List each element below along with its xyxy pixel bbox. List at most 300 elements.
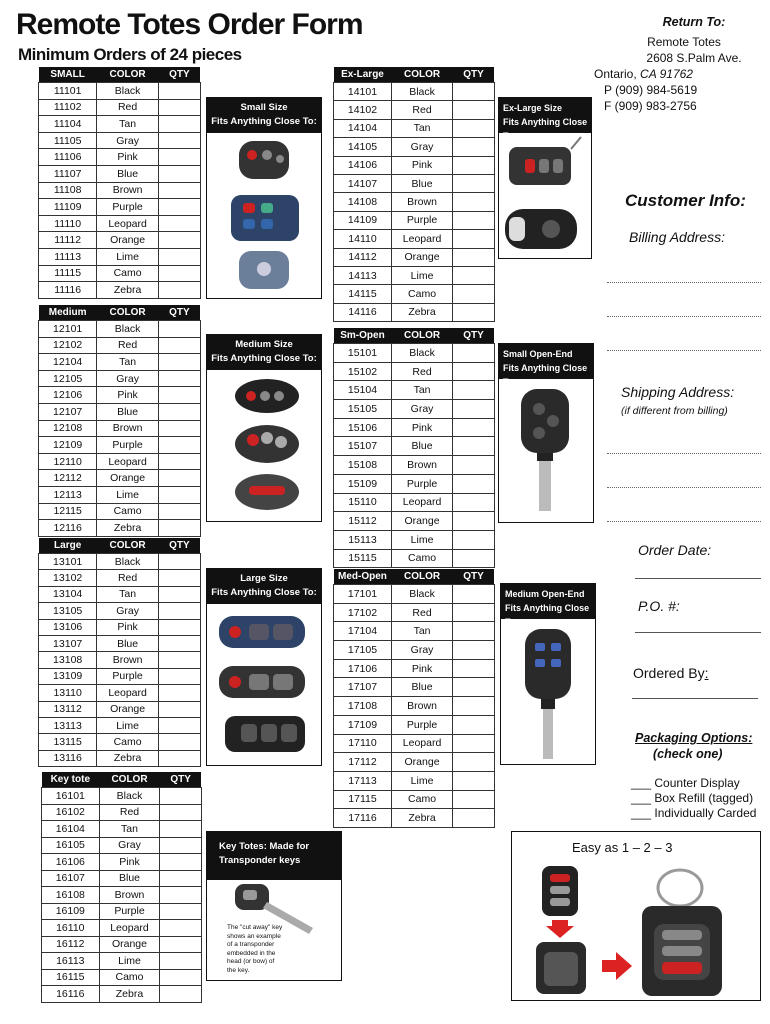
easy-label: Easy as 1 – 2 – 3: [572, 840, 673, 855]
table-row: [334, 211, 495, 229]
qty-input[interactable]: [160, 936, 202, 953]
qty-input[interactable]: [158, 635, 200, 651]
item-code: 14110: [334, 230, 392, 248]
xl-table: [333, 67, 495, 322]
qty-input[interactable]: [158, 685, 200, 701]
qty-input[interactable]: [160, 903, 202, 920]
table-row: [39, 354, 201, 371]
qty-input[interactable]: [158, 420, 200, 437]
item-color: Tan: [97, 116, 159, 133]
medium-header-color: COLOR: [97, 305, 159, 321]
qty-input[interactable]: [453, 211, 495, 229]
qty-input[interactable]: [158, 554, 200, 570]
table-row: [42, 788, 202, 805]
table-row: [42, 920, 202, 937]
item-code: 14116: [334, 303, 392, 321]
item-color: Gray: [97, 603, 159, 619]
item-code: 16105: [42, 837, 100, 854]
table-row: [334, 248, 495, 266]
table-row: [334, 344, 495, 363]
qty-input[interactable]: [453, 362, 495, 381]
large-remote-3-icon: [225, 716, 305, 752]
item-code: 16101: [42, 788, 100, 805]
qty-input[interactable]: [453, 285, 495, 303]
qty-input[interactable]: [453, 678, 495, 697]
table-row: [39, 470, 201, 487]
item-color: Purple: [97, 199, 159, 216]
table-row: [334, 418, 495, 437]
qty-input[interactable]: [160, 804, 202, 821]
item-code: 13106: [39, 619, 97, 635]
return-to-label: Return To:: [662, 15, 726, 29]
qty-input[interactable]: [453, 790, 495, 809]
ordered-by-colon: :: [704, 665, 709, 681]
item-color: Tan: [391, 119, 452, 137]
qty-input[interactable]: [160, 821, 202, 838]
table-row: [334, 266, 495, 284]
table-row: [39, 149, 201, 166]
qty-input[interactable]: [160, 920, 202, 937]
qty-input[interactable]: [453, 659, 495, 678]
item-code: 11112: [39, 232, 97, 249]
item-code: 14113: [334, 266, 392, 284]
item-code: 15110: [334, 493, 392, 512]
item-color: Gray: [391, 400, 452, 419]
medium-header-qty: QTY: [158, 305, 200, 321]
item-color: Gray: [391, 138, 452, 156]
small-open-table: [333, 328, 495, 568]
item-color: Lime: [391, 266, 452, 284]
table-row: [334, 156, 495, 174]
item-code: 13113: [39, 717, 97, 733]
ordered-by-label: [633, 665, 708, 681]
qty-input[interactable]: [158, 99, 200, 116]
table-row: [39, 586, 201, 602]
qty-input[interactable]: [158, 248, 200, 265]
table-row: [39, 717, 201, 733]
table-row: [334, 734, 495, 753]
checkbox-blank-3[interactable]: ___: [631, 806, 652, 820]
qty-input[interactable]: [453, 248, 495, 266]
qty-input[interactable]: [453, 622, 495, 641]
table-row: [334, 400, 495, 419]
item-color: Pink: [391, 659, 452, 678]
large-remote-2-icon: [219, 666, 305, 698]
item-color: Zebra: [99, 986, 160, 1003]
item-color: Gray: [97, 132, 159, 149]
small-header-code: SMALL: [39, 67, 97, 83]
smopen-header-color: COLOR: [391, 328, 452, 344]
table-row: [334, 697, 495, 716]
return-street: 2608 S.Palm Ave.: [646, 51, 742, 65]
item-code: 14115: [334, 285, 392, 303]
table-row: [39, 503, 201, 520]
item-color: Purple: [391, 715, 452, 734]
keytote-header-qty: QTY: [160, 772, 202, 788]
large-header-code: Large: [39, 538, 97, 554]
qty-input[interactable]: [158, 668, 200, 684]
item-color: Orange: [97, 701, 159, 717]
qty-input[interactable]: [453, 771, 495, 790]
medopen-header-qty: QTY: [453, 569, 495, 585]
table-row: [39, 734, 201, 750]
qty-input[interactable]: [453, 809, 495, 828]
qty-input[interactable]: [453, 138, 495, 156]
qty-input[interactable]: [158, 182, 200, 199]
xl-size-panel: [498, 97, 592, 259]
billing-line-1[interactable]: [607, 282, 761, 283]
table-row: [39, 370, 201, 387]
qty-input[interactable]: [160, 887, 202, 904]
qty-input[interactable]: [158, 717, 200, 733]
item-color: Brown: [391, 456, 452, 475]
qty-input[interactable]: [158, 149, 200, 166]
item-code: 11107: [39, 165, 97, 182]
item-color: Gray: [99, 837, 160, 854]
item-color: Camo: [391, 549, 452, 568]
option-label-box: Box Refill (tagged): [654, 791, 754, 805]
qty-input[interactable]: [453, 585, 495, 604]
item-code: 11110: [39, 215, 97, 232]
packaging-option-individual[interactable]: [631, 806, 756, 821]
packaging-sub: (check one): [653, 747, 723, 761]
qty-input[interactable]: [158, 619, 200, 635]
ordered-by-line[interactable]: [632, 698, 758, 699]
table-row: [39, 486, 201, 503]
item-code: 14105: [334, 138, 392, 156]
customer-info-heading: Customer Info:: [625, 191, 746, 210]
item-color: Blue: [97, 165, 159, 182]
large-size-title: Large Size: [240, 573, 288, 584]
small-size-panel: [206, 97, 322, 299]
item-color: Pink: [97, 149, 159, 166]
qty-input[interactable]: [453, 456, 495, 475]
qty-input[interactable]: [453, 266, 495, 284]
ordered-by-text: Ordered By: [633, 665, 705, 681]
table-row: [42, 887, 202, 904]
qty-input[interactable]: [158, 232, 200, 249]
item-code: 12107: [39, 403, 97, 420]
qty-input[interactable]: [453, 193, 495, 211]
billing-line-2[interactable]: [607, 316, 761, 317]
qty-input[interactable]: [158, 437, 200, 454]
item-code: 17112: [334, 753, 392, 772]
xl-remote-2-icon: [505, 209, 577, 249]
qty-input[interactable]: [453, 437, 495, 456]
easy-steps-illustration: [512, 860, 760, 998]
item-color: Leopard: [97, 453, 159, 470]
qty-input[interactable]: [453, 156, 495, 174]
qty-input[interactable]: [160, 788, 202, 805]
medium-size-panel: [206, 334, 322, 522]
qty-input[interactable]: [160, 870, 202, 887]
table-row: [334, 549, 495, 568]
qty-input[interactable]: [160, 969, 202, 986]
table-row: [42, 837, 202, 854]
item-color: Leopard: [99, 920, 160, 937]
item-code: 15106: [334, 418, 392, 437]
item-color: Pink: [391, 156, 452, 174]
qty-input[interactable]: [158, 321, 200, 338]
qty-input[interactable]: [453, 697, 495, 716]
small-header-color: COLOR: [97, 67, 159, 83]
table-row: [334, 101, 495, 119]
item-code: 11116: [39, 282, 97, 299]
medium-open-sub: Fits Anything Close To:: [505, 603, 590, 627]
xl-remote-images: [499, 133, 591, 259]
qty-input[interactable]: [158, 215, 200, 232]
item-code: 16112: [42, 936, 100, 953]
item-code: 11108: [39, 182, 97, 199]
table-row: [39, 701, 201, 717]
item-color: Leopard: [391, 734, 452, 753]
qty-input[interactable]: [158, 403, 200, 420]
item-color: Camo: [99, 969, 160, 986]
shipping-line-2[interactable]: [607, 487, 761, 488]
item-color: Orange: [97, 232, 159, 249]
return-to-block: [594, 14, 764, 114]
item-color: Purple: [99, 903, 160, 920]
medium-open-key-icon: [501, 619, 595, 765]
item-code: 12101: [39, 321, 97, 338]
table-row: [42, 804, 202, 821]
table-row: [334, 285, 495, 303]
qty-input[interactable]: [158, 199, 200, 216]
item-code: 12108: [39, 420, 97, 437]
item-code: 14109: [334, 211, 392, 229]
table-row: [42, 953, 202, 970]
item-color: Black: [391, 83, 452, 101]
table-row: [39, 387, 201, 404]
smopen-header-code: Sm-Open: [334, 328, 392, 344]
order-date-line[interactable]: [635, 578, 761, 579]
qty-input[interactable]: [158, 453, 200, 470]
item-code: 16108: [42, 887, 100, 904]
billing-line-3[interactable]: [607, 350, 761, 351]
item-code: 13101: [39, 554, 97, 570]
qty-input[interactable]: [158, 652, 200, 668]
item-code: 15112: [334, 512, 392, 531]
return-phone: P (909) 984-5619: [604, 83, 698, 97]
qty-input[interactable]: [453, 641, 495, 660]
qty-input[interactable]: [158, 570, 200, 586]
table-row: [42, 969, 202, 986]
qty-input[interactable]: [158, 701, 200, 717]
item-code: 13112: [39, 701, 97, 717]
item-color: Camo: [97, 503, 159, 520]
medopen-header-color: COLOR: [391, 569, 452, 585]
item-color: Lime: [97, 717, 159, 733]
item-code: 17109: [334, 715, 392, 734]
checkbox-blank-2[interactable]: ___: [631, 791, 652, 805]
qty-input[interactable]: [453, 734, 495, 753]
item-code: 13116: [39, 750, 97, 766]
table-row: [39, 403, 201, 420]
item-color: Pink: [99, 854, 160, 871]
qty-input[interactable]: [158, 586, 200, 602]
table-row: [39, 132, 201, 149]
qty-input[interactable]: [158, 83, 200, 100]
qty-input[interactable]: [160, 986, 202, 1003]
qty-input[interactable]: [158, 265, 200, 282]
item-color: Camo: [97, 265, 159, 282]
table-row: [42, 854, 202, 871]
qty-input[interactable]: [453, 493, 495, 512]
table-row: [39, 215, 201, 232]
small-remote-2-icon: [231, 195, 299, 241]
item-color: Blue: [97, 635, 159, 651]
qty-input[interactable]: [158, 470, 200, 487]
po-line[interactable]: [635, 632, 761, 633]
medium-remote-images: [207, 370, 321, 522]
table-row: [334, 303, 495, 321]
return-fax: F (909) 983-2756: [604, 99, 697, 113]
qty-input[interactable]: [158, 486, 200, 503]
table-row: [39, 603, 201, 619]
item-code: 12112: [39, 470, 97, 487]
item-color: Red: [391, 603, 452, 622]
item-code: 12106: [39, 387, 97, 404]
item-code: 16107: [42, 870, 100, 887]
item-color: Zebra: [97, 750, 159, 766]
packaging-option-counter[interactable]: [631, 776, 756, 791]
table-row: [39, 420, 201, 437]
xl-header-color: COLOR: [391, 67, 452, 83]
item-color: Red: [97, 99, 159, 116]
qty-input[interactable]: [158, 603, 200, 619]
table-row: [39, 232, 201, 249]
qty-input[interactable]: [158, 354, 200, 371]
qty-input[interactable]: [158, 503, 200, 520]
qty-input[interactable]: [453, 474, 495, 493]
item-code: 15109: [334, 474, 392, 493]
keytote-header-color: COLOR: [99, 772, 160, 788]
qty-input[interactable]: [453, 400, 495, 419]
item-code: 14112: [334, 248, 392, 266]
qty-input[interactable]: [158, 337, 200, 354]
qty-input[interactable]: [160, 953, 202, 970]
shipping-line-3[interactable]: [607, 521, 761, 522]
table-row: [334, 771, 495, 790]
qty-input[interactable]: [158, 734, 200, 750]
qty-input[interactable]: [453, 83, 495, 101]
table-row: [42, 903, 202, 920]
item-code: 12104: [39, 354, 97, 371]
item-color: Lime: [391, 530, 452, 549]
item-code: 13115: [39, 734, 97, 750]
qty-input[interactable]: [453, 753, 495, 772]
item-color: Brown: [97, 652, 159, 668]
qty-input[interactable]: [158, 116, 200, 133]
table-row: [334, 603, 495, 622]
qty-input[interactable]: [158, 132, 200, 149]
qty-input[interactable]: [453, 101, 495, 119]
option-label-counter: Counter Display: [654, 776, 740, 790]
qty-input[interactable]: [453, 530, 495, 549]
qty-input[interactable]: [453, 119, 495, 137]
qty-input[interactable]: [453, 381, 495, 400]
qty-input[interactable]: [453, 344, 495, 363]
qty-input[interactable]: [158, 165, 200, 182]
item-code: 13107: [39, 635, 97, 651]
item-code: 17105: [334, 641, 392, 660]
item-color: Red: [99, 804, 160, 821]
item-color: Tan: [391, 381, 452, 400]
medium-size-sub: Fits Anything Close To:: [211, 353, 317, 364]
large-size-sub: Fits Anything Close To:: [211, 587, 317, 598]
small-remote-1-icon: [239, 141, 289, 179]
item-color: Brown: [97, 182, 159, 199]
item-code: 13104: [39, 586, 97, 602]
table-row: [39, 652, 201, 668]
item-code: 16116: [42, 986, 100, 1003]
qty-input[interactable]: [158, 520, 200, 537]
large-remote-1-icon: [219, 616, 305, 648]
item-code: 11101: [39, 83, 97, 100]
item-code: 17106: [334, 659, 392, 678]
return-city: Ontario,: [594, 67, 641, 81]
qty-input[interactable]: [158, 370, 200, 387]
item-color: Blue: [391, 678, 452, 697]
item-color: Black: [391, 585, 452, 604]
qty-input[interactable]: [453, 174, 495, 192]
table-row: [39, 165, 201, 182]
medium-open-title: Medium Open-End: [505, 589, 585, 599]
shipping-line-1[interactable]: [607, 453, 761, 454]
keytote-header-code: Key tote: [42, 772, 100, 788]
page-subtitle: Minimum Orders of 24 pieces: [18, 45, 242, 64]
qty-input[interactable]: [160, 854, 202, 871]
item-code: 11102: [39, 99, 97, 116]
table-row: [39, 282, 201, 299]
qty-input[interactable]: [453, 715, 495, 734]
item-color: Red: [97, 337, 159, 354]
item-code: 13105: [39, 603, 97, 619]
medium-open-panel: [500, 583, 596, 765]
easy-123-panel: [511, 831, 761, 1001]
qty-input[interactable]: [453, 418, 495, 437]
qty-input[interactable]: [453, 230, 495, 248]
item-code: 12102: [39, 337, 97, 354]
qty-input[interactable]: [453, 303, 495, 321]
small-open-key-icon: [499, 379, 593, 523]
table-row: [39, 520, 201, 537]
table-row: [334, 119, 495, 137]
item-code: 11113: [39, 248, 97, 265]
table-row: [334, 381, 495, 400]
qty-input[interactable]: [158, 387, 200, 404]
qty-input[interactable]: [453, 512, 495, 531]
table-row: [334, 659, 495, 678]
qty-input[interactable]: [453, 549, 495, 568]
item-color: Tan: [97, 354, 159, 371]
order-date-label: Order Date:: [638, 542, 712, 558]
packaging-option-box[interactable]: [631, 791, 756, 806]
table-row: [334, 83, 495, 101]
medium-header-code: Medium: [39, 305, 97, 321]
checkbox-blank-1[interactable]: ___: [631, 776, 652, 790]
qty-input[interactable]: [158, 750, 200, 766]
option-label-individual: Individually Carded: [654, 806, 757, 820]
qty-input[interactable]: [158, 282, 200, 299]
qty-input[interactable]: [160, 837, 202, 854]
table-row: [334, 530, 495, 549]
item-color: Black: [391, 344, 452, 363]
qty-input[interactable]: [453, 603, 495, 622]
item-code: 12113: [39, 486, 97, 503]
table-row: [334, 456, 495, 475]
table-row: [39, 570, 201, 586]
